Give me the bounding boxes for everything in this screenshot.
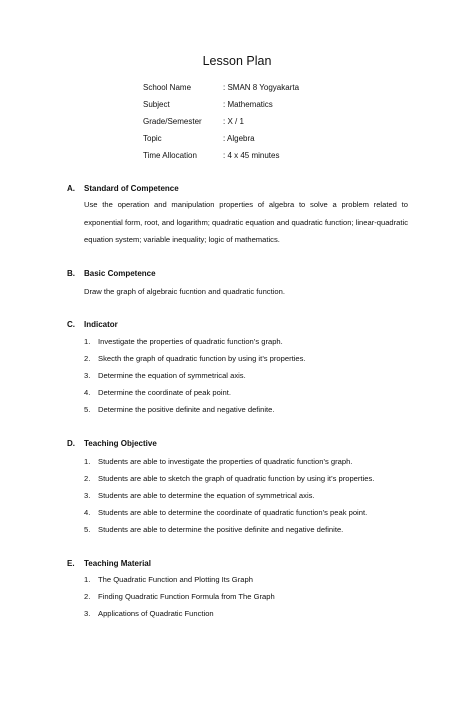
info-value: : Algebra [223, 134, 255, 143]
info-label: Topic [143, 134, 162, 143]
item-text: The Quadratic Function and Plotting Its Graph [98, 575, 253, 584]
info-value: : Mathematics [223, 100, 273, 109]
item-number: 2. [84, 354, 91, 363]
info-row-grade [143, 117, 299, 134]
list-item [84, 337, 306, 354]
section-letter: E. [67, 559, 75, 568]
section-title: Standard of Competence [84, 184, 179, 193]
list-item [84, 592, 275, 609]
item-number: 2. [84, 474, 91, 483]
section-a-text: Use the operation and manipulation properties of algebra to solve a problem related to exponential form, root, and logarithm; quadratic equation and quadratic function; linear-quadratic equation system; variable inequality; logic of mathematics. [84, 200, 408, 244]
item-number: 3. [84, 371, 91, 380]
info-label: Subject [143, 100, 170, 109]
section-letter: D. [67, 439, 75, 448]
item-text: Students are able to determine the equation of symmetrical axis. [98, 491, 315, 500]
list-item [84, 405, 306, 422]
item-text: Students are able to investigate the properties of quadratic function’s graph. [98, 457, 353, 466]
list-item [84, 388, 306, 405]
lesson-info-table [143, 83, 299, 168]
list-item [84, 354, 306, 371]
item-number: 4. [84, 508, 91, 517]
info-label: School Name [143, 83, 192, 92]
material-list [84, 575, 275, 626]
item-text: Students are able to sketch the graph of quadratic function by using it’s properties. [98, 474, 375, 483]
item-text: Finding Quadratic Function Formula from The Graph [98, 592, 275, 601]
section-title: Indicator [84, 320, 118, 329]
info-row-time [143, 151, 299, 168]
item-number: 1. [84, 337, 91, 346]
section-d-heading [67, 439, 157, 448]
info-label: Time Allocation [143, 151, 197, 160]
list-item [84, 474, 374, 491]
list-item [84, 508, 374, 525]
info-value: : 4 x 45 minutes [223, 151, 280, 160]
indicator-list [84, 337, 306, 422]
item-text: Students are able to determine the coordinate of quadratic function’s peak point. [98, 508, 368, 517]
list-item [84, 575, 275, 592]
section-letter: A. [67, 184, 75, 193]
item-text: Skecth the graph of quadratic function by using it’s properties. [98, 354, 306, 363]
item-number: 4. [84, 388, 91, 397]
item-number: 1. [84, 575, 91, 584]
item-number: 5. [84, 405, 91, 414]
page-title: Lesson Plan [202, 54, 272, 68]
info-value: : X / 1 [223, 117, 244, 126]
item-number: 5. [84, 525, 91, 534]
info-row-topic [143, 134, 299, 151]
section-letter: B. [67, 269, 75, 278]
list-item [84, 371, 306, 388]
item-text: Applications of Quadratic Function [98, 609, 214, 618]
section-a-heading [67, 184, 179, 193]
section-e-heading [67, 559, 151, 568]
list-item [84, 457, 374, 474]
section-b-heading [67, 269, 156, 278]
item-text: Determine the positive definite and negative definite. [98, 405, 275, 414]
list-item [84, 609, 275, 626]
objective-list [84, 457, 374, 542]
section-b-text: Draw the graph of algebraic fucntion and quadratic function. [84, 287, 285, 296]
info-value: : SMAN 8 Yogyakarta [223, 83, 300, 92]
info-row-subject [143, 100, 299, 117]
section-title: Basic Competence [84, 269, 156, 278]
item-number: 1. [84, 457, 91, 466]
item-number: 2. [84, 592, 91, 601]
section-title: Teaching Objective [84, 439, 157, 448]
section-title: Teaching Material [84, 559, 151, 568]
section-letter: C. [67, 320, 75, 329]
item-number: 3. [84, 491, 91, 500]
info-row-school [143, 83, 299, 100]
list-item [84, 491, 374, 508]
section-c-heading [67, 320, 118, 329]
item-number: 3. [84, 609, 91, 618]
item-text: Students are able to determine the positive definite and negative definite. [98, 525, 344, 534]
list-item [84, 525, 374, 542]
item-text: Investigate the properties of quadratic function’s graph. [98, 337, 283, 346]
item-text: Determine the coordinate of peak point. [98, 388, 231, 397]
item-text: Determine the equation of symmetrical axis. [98, 371, 246, 380]
info-label: Grade/Semester [143, 117, 202, 126]
